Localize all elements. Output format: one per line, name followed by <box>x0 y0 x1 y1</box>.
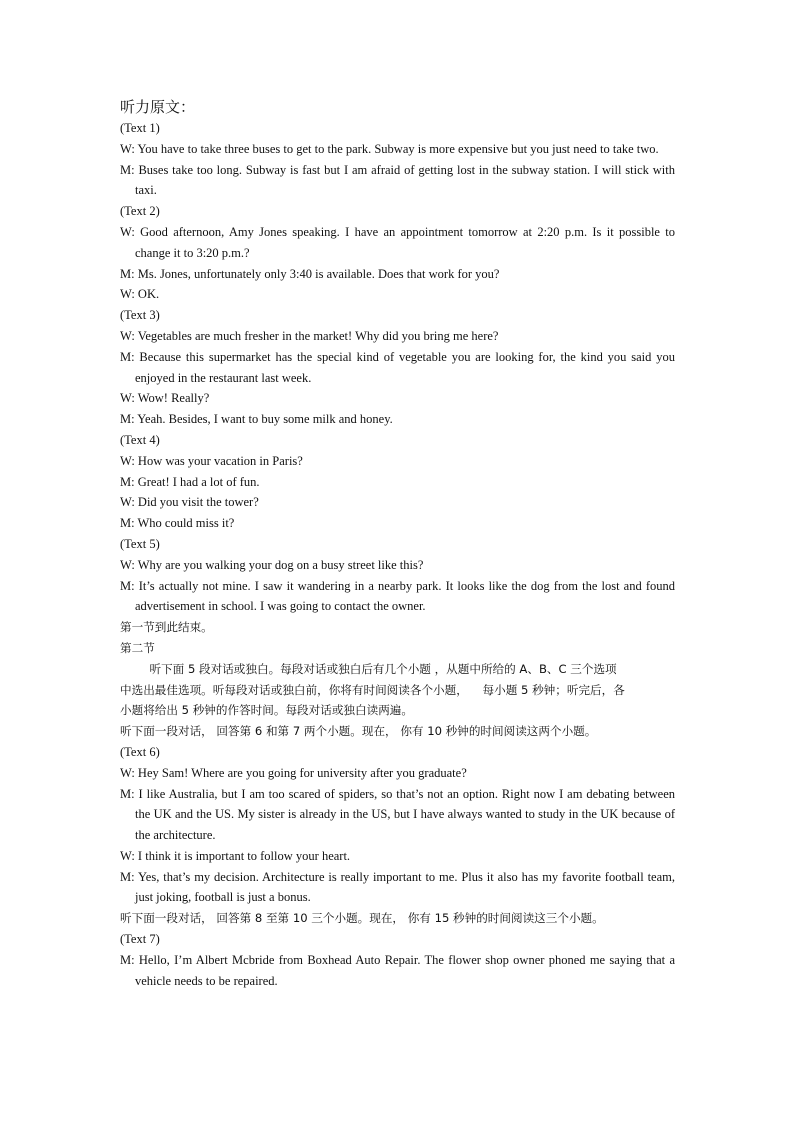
dialogue-paragraph: W: Good afternoon, Amy Jones speaking. I have an appointment tomorrow at 2:20 p.m. Is it possible to change it to 3:20 p.m.? <box>120 224 675 260</box>
document-page <box>120 96 675 991</box>
instruction-line: 听下面一段对话， 回答第 8 至第 10 三个小题。现在， 你有 15 秒钟的时间阅读这三个小题。 <box>120 911 604 926</box>
dialogue-paragraph: M: It’s actually not mine. I saw it wandering in a nearby park. It looks like the dog from the lost and found advertisement in school. I was going to contact the owner. <box>120 578 675 614</box>
section-label: (Text 7) <box>120 932 160 947</box>
dialogue-line: W: Why are you walking your dog on a busy street like this? <box>120 557 424 572</box>
dialogue-line: M: Who could miss it? <box>120 516 235 531</box>
section-label: (Text 4) <box>120 432 160 447</box>
section-label: (Text 6) <box>120 744 160 759</box>
page-title: 听力原文： <box>120 98 196 116</box>
dialogue-line: W: I think it is important to follow your heart. <box>120 848 351 863</box>
dialogue-line: M: Ms. Jones, unfortunately only 3:40 is available. Does that work for you? <box>120 266 500 281</box>
dialogue-line: W: Wow! Really? <box>120 391 210 406</box>
dialogue-paragraph: M: Because this supermarket has the special kind of vegetable you are looking for, the kind you said you enjoyed in the restaurant last week. <box>120 349 675 385</box>
instruction-line: 听下面一段对话， 回答第 6 和第 7 两个小题。现在， 你有 10 秒钟的时间阅读这两个小题。 <box>120 724 597 739</box>
section-label: (Text 1) <box>120 121 160 135</box>
dialogue-paragraph: M: I like Australia, but I am too scared of spiders, so that’s not an option. Right now I am debating between the UK and the US. My sister is already in the US, but I have always wanted to study in the UK because of the architecture. <box>120 786 675 843</box>
section-label: (Text 2) <box>120 204 160 219</box>
instruction-line: 第一节到此结束。 <box>120 620 213 635</box>
dialogue-line: W: Did you visit the tower? <box>120 495 259 510</box>
dialogue-line: W: Vegetables are much fresher in the market! Why did you bring me here? <box>120 328 499 343</box>
dialogue-line: M: Yeah. Besides, I want to buy some milk and honey. <box>120 412 393 427</box>
dialogue-paragraph: M: Yes, that’s my decision. Architecture is really important to me. Plus it also has my favorite football team, just joking, football is just a bonus. <box>120 869 675 905</box>
dialogue-line: W: OK. <box>120 287 160 302</box>
dialogue-paragraph: M: Hello, I’m Albert Mcbride from Boxhead Auto Repair. The flower shop owner phoned me saying that a vehicle needs to be repaired. <box>120 952 675 988</box>
instruction-line: 第二节 <box>120 640 155 655</box>
dialogue-line: M: Great! I had a lot of fun. <box>120 474 260 489</box>
instruction-paragraph-line: 听下面 5 段对话或独白。每段对话或独白后有几个小题 ，从题中所给的 A、B、C 三个选项 <box>120 661 617 676</box>
instruction-paragraph-line: 中选出最佳选项。听每段对话或独白前，你将有时间阅读各个小题， 每小题 5 秒钟；听完后，各 <box>120 682 625 697</box>
dialogue-line: W: How was your vacation in Paris? <box>120 453 303 468</box>
transcript-body <box>120 118 675 991</box>
dialogue-paragraph: W: You have to take three buses to get to the park. Subway is more expensive but you just need to take two. <box>120 141 659 156</box>
instruction-paragraph <box>120 659 675 721</box>
dialogue-line: W: Hey Sam! Where are you going for university after you graduate? <box>120 765 467 780</box>
section-label: (Text 5) <box>120 536 160 551</box>
instruction-paragraph-line: 小题将给出 5 秒钟的作答时间。每段对话或独白读两遍。 <box>120 703 413 718</box>
section-label: (Text 3) <box>120 308 160 323</box>
dialogue-paragraph: M: Buses take too long. Subway is fast but I am afraid of getting lost in the subway station. I will stick with taxi. <box>120 162 675 198</box>
